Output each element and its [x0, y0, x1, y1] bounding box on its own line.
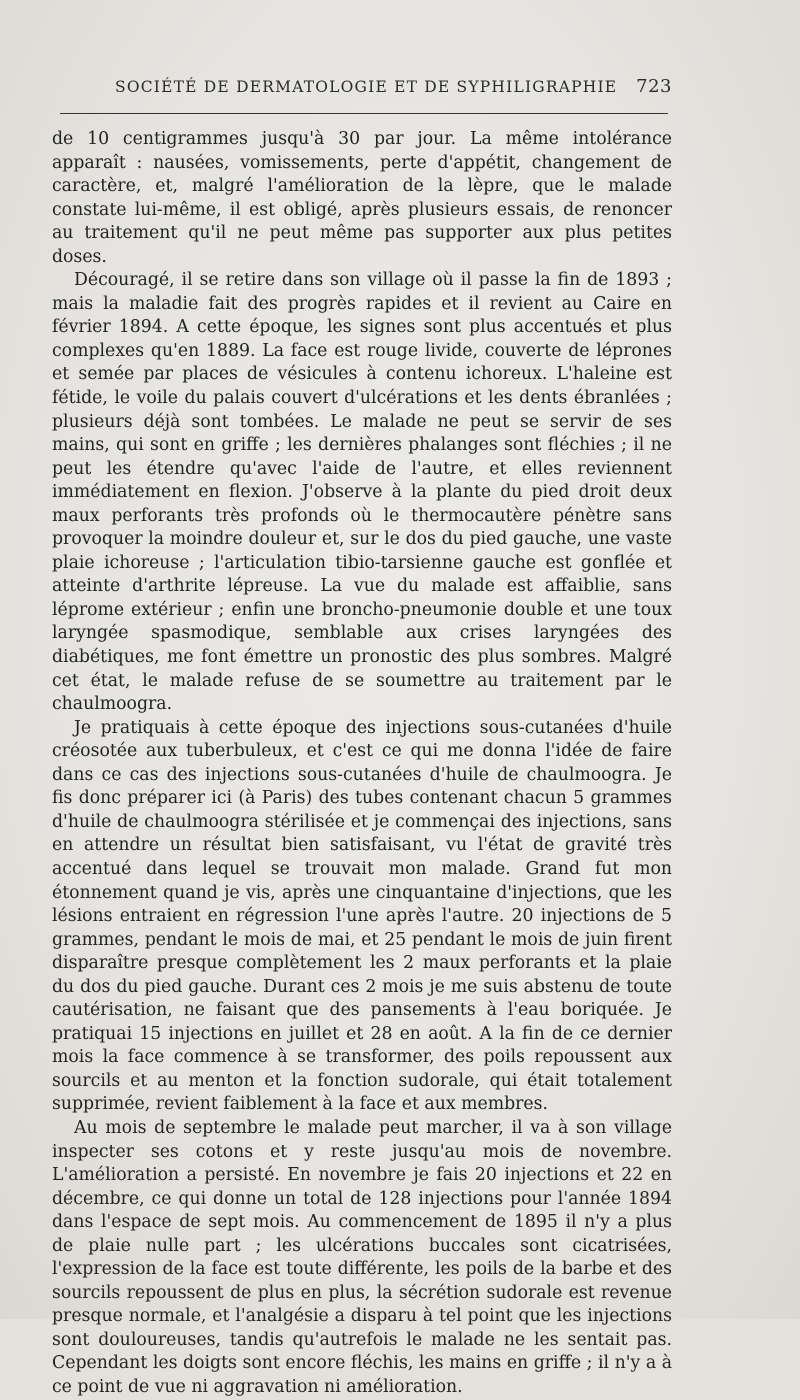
header-rule: [60, 113, 668, 114]
page-header: [115, 76, 672, 97]
paragraph: Je pratiquais à cette époque des injections sous-cutanées d'huile créosotée aux tuberbuleux, et c'est ce qui me donna l'idée de faire dans ce cas des injections sous-cutanées d'huile de chaulmoogra. Je fis donc préparer ici (à Paris) des tubes contenant chacun 5 grammes d'huile de chaulmoogra stérilisée et je commençai des injections, sans en attendre un résultat bien satisfaisant, vu l'état de gravité très accentué dans lequel se trouvait mon malade. Grand fut mon étonnement quand je vis, après une cinquantaine d'injections, que les lésions entraient en régression l'une après l'autre. 20 injections de 5 grammes, pendant le mois de mai, et 25 pendant le mois de juin firent disparaître presque complètement les 2 maux perforants et la plaie du dos du pied gauche. Durant ces 2 mois je me suis abstenu de toute cautérisation, ne faisant que des pansements à l'eau boriquée. Je pratiquai 15 injections en juillet et 28 en août. A la fin de ce dernier mois la face commence à se transformer, des poils repoussent aux sourcils et au menton et la fonction sudorale, qui était totalement supprimée, revient faiblement à la face et aux membres.: [52, 717, 672, 1115]
page-number: 723: [636, 76, 672, 97]
body-text: [52, 128, 672, 1400]
paragraph: Découragé, il se retire dans son village où il passe la fin de 1893 ; mais la maladie fait des progrès rapides et il revient au Caire en février 1894. A cette époque, les signes sont plus accentués et plus complexes qu'en 1889. La face est rouge livide, couverte de léprones et semée par places de vésicules à contenu ichoreux. L'haleine est fétide, le voile du palais couvert d'ulcérations et les dents ébranlées ; plusieurs déjà sont tombées. Le malade ne peut se servir de ses mains, qui sont en griffe ; les dernières phalanges sont fléchies ; il ne peut les étendre qu'avec l'aide de l'autre, et elles reviennent immédiatement en flexion. J'observe à la plante du pied droit deux maux perforants très profonds où le thermocautère pénètre sans provoquer la moindre douleur et, sur le dos du pied gauche, une vaste plaie ichoreuse ; l'articulation tibio-tarsienne gauche est gonflée et atteinte d'arthrite lépreuse. La vue du malade est affaiblie, sans léprome extérieur ; enfin une broncho-pneumonie double et une toux laryngée spasmodique, semblable aux crises laryngées des diabétiques, me font émettre un pronostic des plus sombres. Malgré cet état, le malade refuse de se soumettre au traitement par le chaulmoogra.: [52, 270, 672, 715]
paragraph: Au mois de septembre le malade peut marcher, il va à son village inspecter ses cotons et y reste jusqu'au mois de novembre. L'amélioration a persisté. En novembre je fais 20 injections et 22 en décembre, ce qui donne un total de 128 injections pour l'année 1894 dans l'espace de sept mois. Au commencement de 1895 il n'y a plus de plaie nulle part ; les ulcérations buccales sont cicatrisées, l'expression de la face est toute différente, les poils de la barbe et des sourcils repoussent de plus en plus, la sécrétion sudorale est revenue presque normale, et l'analgésie a disparu à tel point que les injections sont douloureuses, tandis qu'autrefois le malade ne les sentait pas. Cependant les doigts sont encore fléchis, les mains en griffe ; il n'y a à ce point de vue ni aggravation ni amélioration.: [52, 1117, 672, 1397]
paragraph: de 10 centigrammes jusqu'à 30 par jour. La même intolérance apparaît : nausées, vomissements, perte d'appétit, changement de caractère, et, malgré l'amélioration de la lèpre, que le malade constate lui-même, il est obligé, après plusieurs essais, de renoncer au traitement qu'il ne peut même pas supporter aux plus petites doses.: [52, 129, 672, 267]
running-title: SOCIÉTÉ DE DERMATOLOGIE ET DE SYPHILIGRAPHIE: [115, 78, 618, 96]
